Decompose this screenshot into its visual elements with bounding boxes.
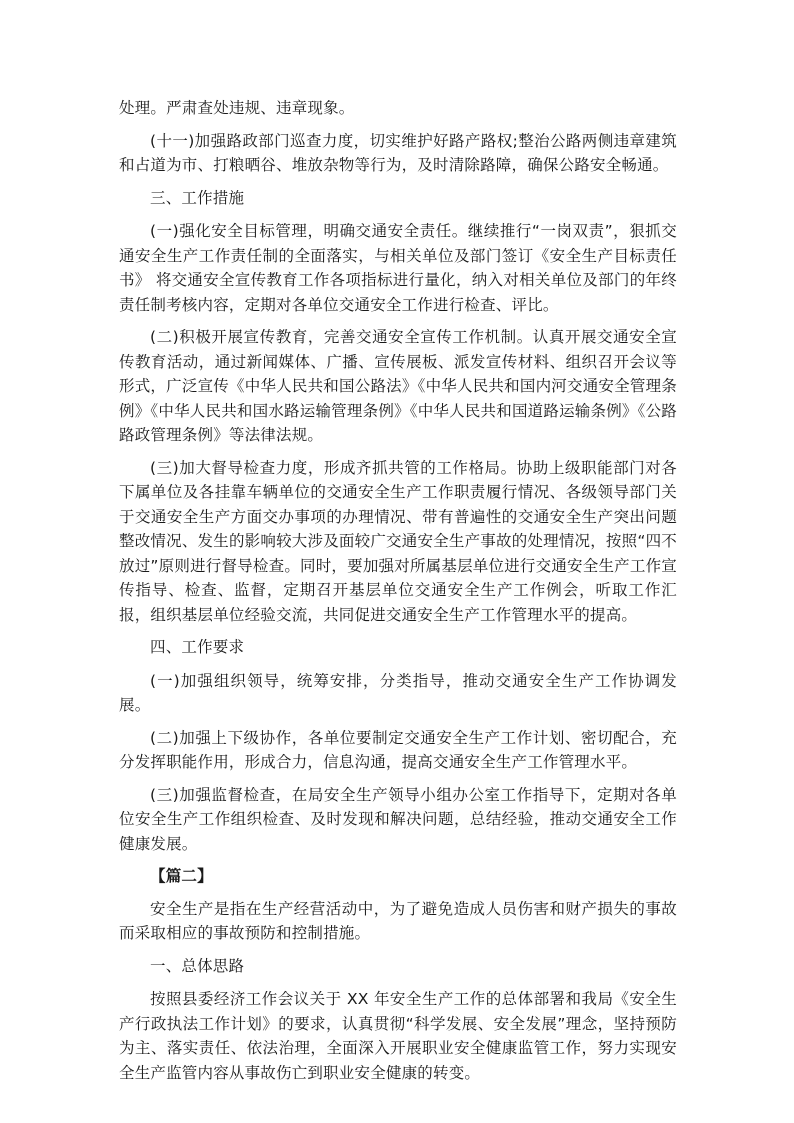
paragraph-measure-2: (二)积极开展宣传教育，完善交通安全宣传工作机制。认真开展交通安全宣传教育活动，通过新闻媒体、广播、宣传展板、派发宣传材料、组织召开会议等形式，广泛宣传《中华人民共和国公路法》《中华人民共和国内河交通安全管理条例》《中华人民共和国水路运输管理条例》《中华人民共和国道路运输条例》《公路路政管理条例》等法律法规。 [119,328,677,444]
heading-overall-approach: 一、总体思路 [150,956,245,975]
section-title-part-two: 【篇二】 [150,867,213,885]
heading-work-measures: 三、工作措施 [150,188,245,207]
document-body [119,96,677,1093]
paragraph-requirement-2: (二)加强上下级协作，各单位要制定交通安全生产工作计划、密切配合，充分发挥职能作用，形成合力，信息沟通，提高交通安全生产工作管理水平。 [119,728,677,771]
heading-work-requirements: 四、工作要求 [150,638,245,656]
paragraph-measure-3: (三)加大督导检查力度，形成齐抓共管的工作格局。协助上级职能部门对各下属单位及各挂靠车辆单位的交通安全生产工作职责履行情况、各级领导部门关于交通安全生产方面交办事项的办理情况、带有普遍性的交通安全生产突出问题整改情况、发生的影响较大涉及面较广交通安全生产事故的处理情况，按照“四不放过”原则进行督导检查。同时，要加强对所属基层单位进行交通安全生产工作宣传指导、检查、监督，定期召开基层单位交通安全生产工作例会，听取工作汇报，组织基层单位经验交流，共同促进交通安全生产工作管理水平的提高。 [119,458,677,624]
paragraph-overall-approach: 按照县委经济工作会议关于 XX 年安全生产工作的总体部署和我局《安全生产行政执法工作计划》的要求，认真贯彻“科学发展、安全发展”理念，坚持预防为主、落实责任、依法治理，全面深入开展职业安全健康监管工作，努力实现安全生产监管内容从事故伤亡到职业安全健康的转变。 [119,990,677,1082]
paragraph-safety-definition: 安全生产是指在生产经营活动中，为了避免造成人员伤害和财产损失的事故而采取相应的事故预防和控制措施。 [119,899,677,942]
paragraph-requirement-1: (一)加强组织领导，统筹安排，分类指导，推动交通安全生产工作协调发展。 [119,671,677,714]
paragraph-item-11: (十一)加强路政部门巡查力度，切实维护好路产路权;整治公路两侧违章建筑和占道为市、打粮晒谷、堆放杂物等行为，及时清除路障，确保公路安全畅通。 [119,131,677,174]
paragraph-continuation: 处理。严肃查处违规、违章现象。 [119,99,355,117]
paragraph-measure-1: (一)强化安全目标管理，明确交通安全责任。继续推行“一岗双责”，狠抓交通安全生产工作责任制的全面落实，与相关单位及部门签订《安全生产目标责任书》 将交通安全宣传教育工作各项指标进行量化，纳入对相关单位及部门的年终责任制考核内容，定期对各单位交通安全工作进行检查、评比。 [119,222,677,314]
paragraph-requirement-3: (三)加强监督检查，在局安全生产领导小组办公室工作指导下，定期对各单位安全生产工作组织检查、及时发现和解决问题，总结经验，推动交通安全工作健康发展。 [119,785,677,853]
